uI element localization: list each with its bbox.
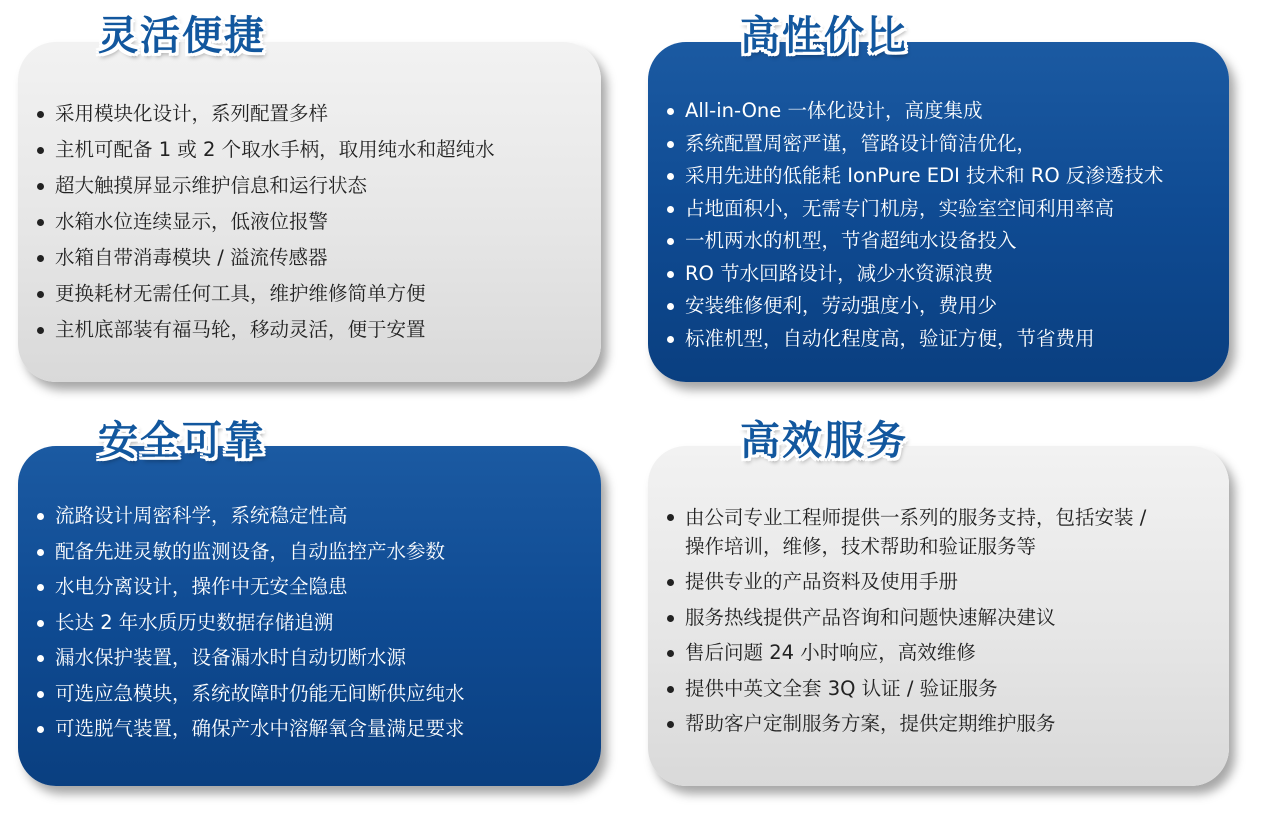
list-item: 更换耗材无需任何工具，维护维修简单方便	[35, 280, 495, 308]
section-title-flexible: 灵活便捷	[98, 13, 266, 59]
section-title-value: 高性价比	[740, 13, 908, 59]
list-item: 一机两水的机型，节省超纯水设备投入	[665, 227, 1163, 255]
list-item: 主机底部装有福马轮，移动灵活，便于安置	[35, 316, 495, 344]
bullet-icon	[37, 620, 44, 627]
list-item: 漏水保护装置，设备漏水时自动切断水源	[35, 644, 465, 672]
bullet-icon	[37, 219, 44, 226]
bullet-icon	[37, 691, 44, 698]
list-item: 超大触摸屏显示维护信息和运行状态	[35, 172, 495, 200]
list-item: 提供中英文全套 3Q 认证 / 验证服务	[665, 675, 1146, 703]
panel-service	[648, 446, 1229, 786]
bullet-icon	[667, 141, 674, 148]
list-item: 系统配置周密严谨，管路设计简洁优化，	[665, 130, 1163, 158]
bullet-icon	[667, 579, 674, 586]
bullet-icon	[37, 549, 44, 556]
list-item: 可选应急模块，系统故障时仍能无间断供应纯水	[35, 680, 465, 708]
list-item: 水箱水位连续显示，低液位报警	[35, 208, 495, 236]
bullet-icon	[667, 238, 674, 245]
bullet-icon	[667, 686, 674, 693]
panel-safety	[18, 446, 601, 786]
bullet-icon	[667, 514, 674, 521]
bullet-icon	[667, 336, 674, 343]
list-item: 帮助客户定制服务方案，提供定期维护服务	[665, 710, 1146, 738]
bullet-icon	[37, 183, 44, 190]
section-title-safety: 安全可靠	[98, 418, 266, 464]
feature-list-value	[665, 97, 1163, 353]
list-item: 提供专业的产品资料及使用手册	[665, 568, 1146, 596]
bullet-icon	[667, 108, 674, 115]
bullet-icon	[667, 173, 674, 180]
list-item: 主机可配备 1 或 2 个取水手柄，取用纯水和超纯水	[35, 136, 495, 164]
list-item: 水电分离设计，操作中无安全隐患	[35, 573, 465, 601]
list-item: 安装维修便利，劳动强度小，费用少	[665, 292, 1163, 320]
list-item: All-in-One 一体化设计，高度集成	[665, 97, 1163, 125]
bullet-icon	[667, 303, 674, 310]
list-item: 标准机型，自动化程度高，验证方便，节省费用	[665, 325, 1163, 353]
bullet-icon	[37, 255, 44, 262]
list-item: 流路设计周密科学，系统稳定性高	[35, 502, 465, 530]
bullet-icon	[37, 327, 44, 334]
list-item: 占地面积小，无需专门机房，实验室空间利用率高	[665, 195, 1163, 223]
list-item: 长达 2 年水质历史数据存储追溯	[35, 609, 465, 637]
bullet-icon	[667, 271, 674, 278]
bullet-icon	[37, 584, 44, 591]
list-item: 服务热线提供产品咨询和问题快速解决建议	[665, 604, 1146, 632]
list-item: 由公司专业工程师提供一系列的服务支持，包括安装 / 操作培训，维修，技术帮助和验证服务等	[665, 503, 1146, 561]
bullet-icon	[667, 650, 674, 657]
bullet-icon	[37, 655, 44, 662]
bullet-icon	[37, 726, 44, 733]
bullet-icon	[37, 513, 44, 520]
panel-flexible	[18, 42, 601, 382]
list-item: 售后问题 24 小时响应，高效维修	[665, 639, 1146, 667]
bullet-icon	[37, 111, 44, 118]
bullet-icon	[37, 147, 44, 154]
bullet-icon	[667, 721, 674, 728]
list-item: 配备先进灵敏的监测设备，自动监控产水参数	[35, 538, 465, 566]
feature-list-safety	[35, 502, 465, 743]
bullet-icon	[667, 615, 674, 622]
bullet-icon	[37, 291, 44, 298]
list-item: RO 节水回路设计，减少水资源浪费	[665, 260, 1163, 288]
list-item: 水箱自带消毒模块 / 溢流传感器	[35, 244, 495, 272]
list-item: 可选脱气装置，确保产水中溶解氧含量满足要求	[35, 715, 465, 743]
list-item: 采用模块化设计，系列配置多样	[35, 100, 495, 128]
bullet-icon	[667, 206, 674, 213]
list-item: 采用先进的低能耗 IonPure EDI 技术和 RO 反渗透技术	[665, 162, 1163, 190]
feature-list-flexible	[35, 100, 495, 344]
panel-value	[648, 42, 1229, 382]
section-title-service: 高效服务	[740, 418, 908, 464]
feature-list-service	[665, 503, 1146, 738]
